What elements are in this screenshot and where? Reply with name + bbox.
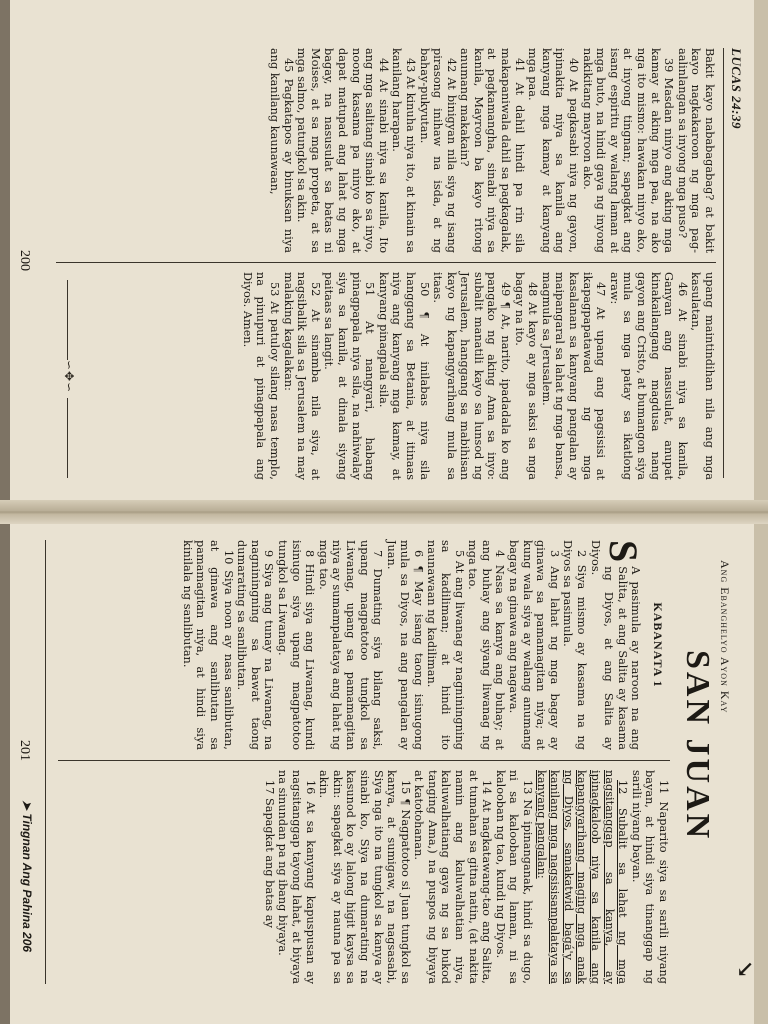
right-column-1-body xyxy=(180,540,647,750)
verse-paragraph: 9 Siya ang tunay na Liwanag, na nagniningning sa bawat taong dumarating sa sanlibutan. xyxy=(235,540,276,750)
book-label: Ang Ebanghelyo Ayon Kay xyxy=(718,560,732,714)
verse-paragraph: 12 Subalit sa lahat ng mga nagsitanggap sa kanya, ay ipinagkaloob niya sa kanila ang kapangyarihang maging mga anak ng Diyos, samakatwid bagá'y sa kanilang mga nagsisisampalataya sa kanyang pangalan: xyxy=(534,770,630,984)
book-gutter xyxy=(0,500,768,524)
continue-page-text: Tingnan Ang Pahina 206 xyxy=(20,813,34,953)
verse-paragraph: 16 At sa kanyang kapuspusan ay nagsitanggap tayong lahat, at biyaya na sinundan pa ng ibang biyaya. xyxy=(276,770,317,984)
verse-paragraph: 15 ¶ Nagpatotoo si Juan tungkol sa kanya, at sumigaw, na nagsasabi, Siya nga ito na tungkol sa kanya ay sinabi ko, Siya na dumarating na kasunod ko ay lalong higit kaysa sa akin: sapagkat siya ay nauna pa sa akin. xyxy=(317,770,412,984)
ornament-flourish: ∽✥∽ xyxy=(62,360,76,394)
verse-paragraph: 2 Siya mismo ay kasama na ng Diyos sa pasimula. xyxy=(561,540,589,750)
right-column-2 xyxy=(262,770,670,984)
verse-paragraph: 41 At dahil hindi pa rin sila makapaniwala dahil sa pagkagalak, at pagkamangha, sinabi niya sa kanila, Mayroon ba kayo ritong anumang makakain? xyxy=(458,48,526,253)
verse-paragraph: 43 At kinuha niya ito, at kinain sa kanilang harapan. xyxy=(390,48,417,253)
verse-paragraph: Bakit kayo nababagabag? at bakit kayo nagkakaroon ng mga pag-aalinlangan sa inyong mga puso? xyxy=(675,48,716,253)
right-page-number: 201 xyxy=(17,740,32,761)
verse-paragraph: 40 At pagkasabi niya ng gayon, ipinakita niya sa kanila ang kanyang mga kamay at kanyang mga paa. xyxy=(526,48,581,253)
verse-paragraph: 49 ¶ At, narito, ipadadala ko ang pangako ng aking Ama sa inyo: subalit manatili kayo sa lunsod ng Jerusalem, hanggang sa mabihisan kayo ng kapangyarihang mula sa itaas. xyxy=(431,272,513,480)
left-head-rule xyxy=(723,48,724,478)
left-page-number: 200 xyxy=(17,250,32,271)
verse-paragraph: 44 At sinabi niya sa kanila, Ito ang mga salitang sinabi ko sa inyo, noong kasama pa ninyo ako, at dapat matupad ang lahat ng mga bagay, na nasusulat sa batas ni Moises, at sa mga propeta, at sa mga salmo, patungkol sa akin. xyxy=(295,48,390,253)
verse-paragraph: 5 At ang liwanag ay nagniningning sa kadiliman; at hindi ito naunawaan ng kadiliman. xyxy=(425,540,466,750)
left-column-2 xyxy=(240,272,716,480)
left-end-rule-a xyxy=(67,280,68,360)
continue-page-note xyxy=(20,800,34,952)
verse-paragraph: 39 Masdan ninyo ang aking mga kamay at aking mga paa, na ako nga ito mismo: hawakan ninyo ako, at inyong tingnan; sapagkat ang isang espiritu ay walang laman at mga buto, na hindi gaya ng inyong nakikitang mayroon ako. xyxy=(580,48,676,253)
chapter-label: KABANATA 1 xyxy=(651,602,665,688)
verse-paragraph: 45 Pagkatapos ay binuksan niya ang kanilang kaunawaan, xyxy=(268,48,295,253)
verse-paragraph: upang maintindihan nila ang mga kasulatan, xyxy=(689,272,716,480)
verse-1: S A pasimula ay naroon na ang Salita, at ang Salita ay kasama ng Diyos, at ang Salita ay Diyos. xyxy=(588,540,647,750)
left-end-rule-b xyxy=(67,398,68,478)
right-footer-rule xyxy=(45,540,46,984)
verse-paragraph: 10 Siya noon ay nasa sanlibutan, at ginawa ang sanlibutan sa pamamagitan niya, at hindi siya kinilala ng sanlibutan. xyxy=(180,540,235,750)
verse-paragraph: 3 Ang lahat ng mga bagay ay ginawa sa pamamagitan niya; at kung wala siya ay walang anumang bagay na ginawa ang nagawa. xyxy=(507,540,561,750)
verse-paragraph: 52 At sinamba nila siya, at nagsibalik sila sa Jerusalem na may malaking kagalakan: xyxy=(281,272,322,480)
page-corner-arrow-icon: ↘ xyxy=(732,960,758,979)
verse-paragraph: 4 Nasa sa kanya ang buhay; at ang buhay ang siyang liwanag ng mga tao. xyxy=(466,540,507,750)
verse-paragraph: 11 Naparito siya sa sarili niyang bayan, at hindi siya tinanggap ng sarili niyang bayan. xyxy=(629,770,670,984)
verse-paragraph: 50 ¶ At inilabas niya sila hanggang sa Betania, at itinaas niya ang kanyang mga kamay, at kanyang pinagpala sila. xyxy=(376,272,431,480)
right-column-divider xyxy=(58,760,670,761)
verse-paragraph: 14 At nagkatawang-tao ang Salita, at tumahan sa gitna natin, (at nakita namin ang kaluwalhatian niya, kaluwalhatiang gaya ng sa bukod tanging Ama,) na puspos ng biyaya at katotohanan. xyxy=(412,770,494,984)
verse-paragraph: 48 At kayo ay mga saksi sa mga bagay na ito. xyxy=(512,272,540,480)
continue-arrow-icon: ➤ xyxy=(20,800,34,811)
dropcap: S xyxy=(601,540,647,563)
verse-paragraph: 17 Sapagkat ang batas ay xyxy=(262,780,276,928)
verse-paragraph: 47 At upang ang pagsisisi at ikapagpapatawad ng mga kasalanan sa kanyang pangalan ay maipangaral sa lahat ng mga bansa, magmula sa Jerusalem. xyxy=(539,272,608,480)
right-column-1 xyxy=(180,540,670,750)
verse-paragraph: 6 ¶ May isang taong isinugong mula sa Diyos, na ang pangalan ay Juan. xyxy=(384,540,425,750)
verse-paragraph: 53 At patuloy silang nasa templo, na pinupuri at pinagpapala ang Diyos. Amen. xyxy=(240,272,281,480)
left-column-divider xyxy=(56,262,716,263)
verse-paragraph: 42 At binigyan nila siya ng isang pirasong inihaw na isda, at ng bahay-pukyutan. xyxy=(417,48,458,253)
book-title: SAN JUAN xyxy=(679,650,716,842)
verse-paragraph: 8 Hindi siya ang Liwanag, kundi isinugo siya upang magpatotoo tungkol sa Liwanag. xyxy=(275,540,317,750)
verse-paragraph: 7 Dumating siya bilang saksi, upang magpatotoo tungkol sa Liwanag, upang sa pamamagitan niya ay sumampalataya ang lahat ng mga tao. xyxy=(316,540,385,750)
verse-paragraph: 13 Na ipinanganak, hindi sa dugo, ni sa kalooban ng laman, ni sa kalooban ng tao, kundi ng Diyos. xyxy=(493,770,535,984)
left-running-head: LUCAS 24:39 xyxy=(729,48,744,129)
verse-paragraph: 46 At sinabi niya sa kanila, Ganyan ang nasusulat, anupat kinakailangang magdusa nang gayon ang Cristo, at bumangon siya mula sa mga patay sa ikatlong araw: xyxy=(607,272,689,480)
verse-paragraph: 51 At nangyari, habang pinagpapala niya sila, na nahiwalay siya sa kanila, at dinala siyang paitaas sa langit. xyxy=(322,272,377,480)
left-column-1 xyxy=(267,48,716,253)
